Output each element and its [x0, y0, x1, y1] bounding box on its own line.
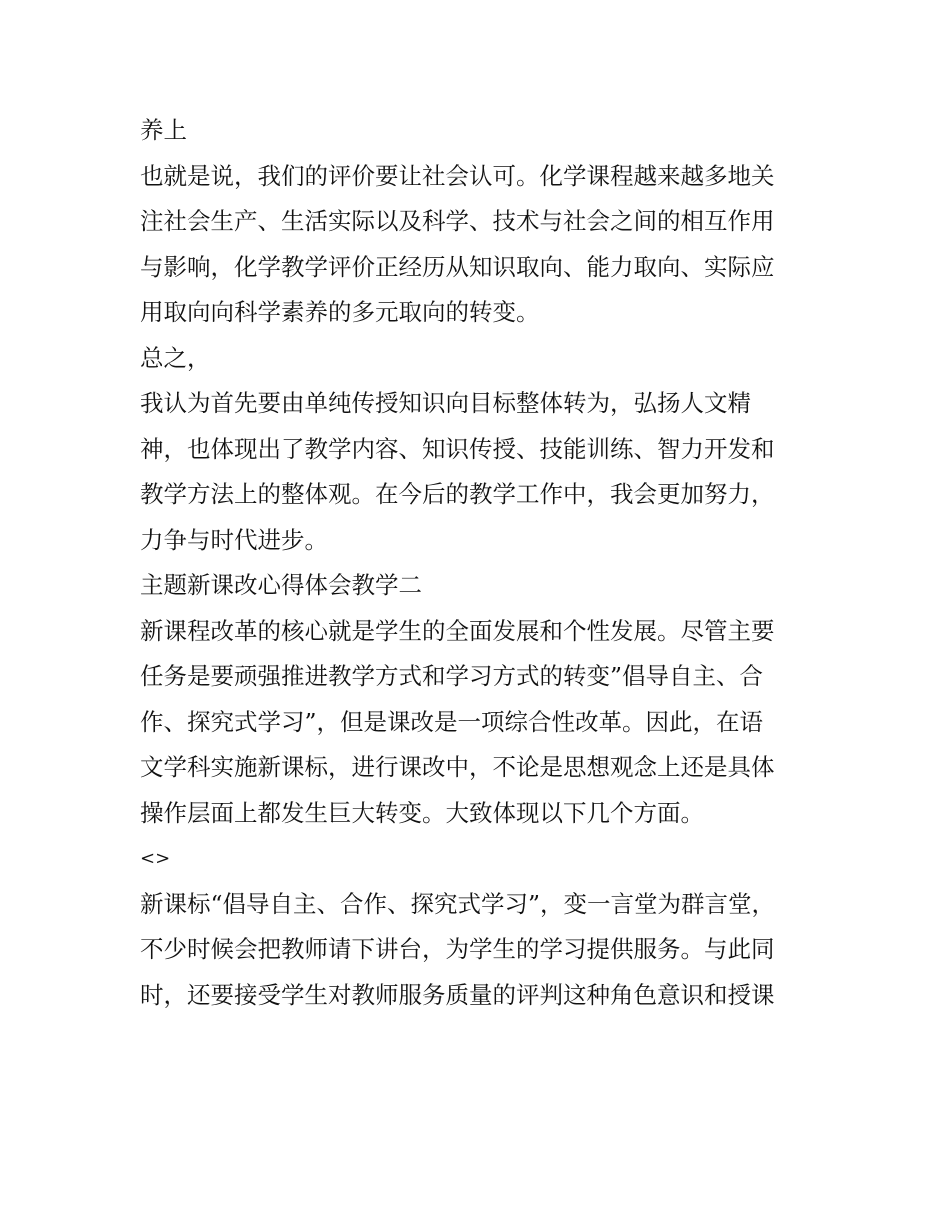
text-line: 不少时候会把教师请下讲台，为学生的学习提供服务。与此同	[140, 935, 775, 963]
text-line: 文学科实施新课标，进行课改中，不论是思想观念上还是具体	[140, 753, 775, 781]
text-line: 新课标“倡导自主、合作、探究式学习”，变一言堂为群言堂，	[140, 889, 776, 918]
text-line: 养上	[140, 116, 187, 144]
text-line: 新课程改革的核心就是学生的全面发展和个性发展。尽管主要	[140, 616, 775, 645]
text-line: 神，也体现出了教学内容、知识传授、技能训练、智力开发和	[140, 434, 775, 463]
section-heading: 主题新课改心得体会教学二	[140, 571, 422, 599]
text-line: 作、探究式学习”，但是课改是一项综合性改革。因此，在语	[140, 707, 764, 736]
text-line: 力争与时代进步。	[140, 525, 328, 554]
text-line: <>	[140, 848, 171, 869]
text-line: 注社会生产、生活实际以及科学、技术与社会之间的相互作用	[140, 207, 775, 235]
text-line: 时，还要接受学生对教师服务质量的评判这种角色意识和授课	[140, 980, 775, 1009]
text-line: 操作层面上都发生巨大转变。大致体现以下几个方面。	[140, 798, 704, 827]
text-line: 教学方法上的整体观。在今后的教学工作中，我会更加努力，	[140, 480, 775, 508]
text-line: 与影响，化学教学评价正经历从知识取向、能力取向、实际应	[140, 252, 775, 281]
document-body	[140, 108, 812, 1018]
text-line: 用取向向科学素养的多元取向的转变。	[140, 298, 540, 326]
text-line: 我认为首先要由单纯传授知识向目标整体转为，弘扬人文精	[140, 389, 751, 417]
text-line: 任务是要顽强推进教学方式和学习方式的转变”倡导自主、合	[140, 662, 764, 690]
text-line: 总之，	[140, 343, 211, 372]
text-line: 也就是说，我们的评价要让社会认可。化学课程越来越多地关	[140, 161, 775, 190]
